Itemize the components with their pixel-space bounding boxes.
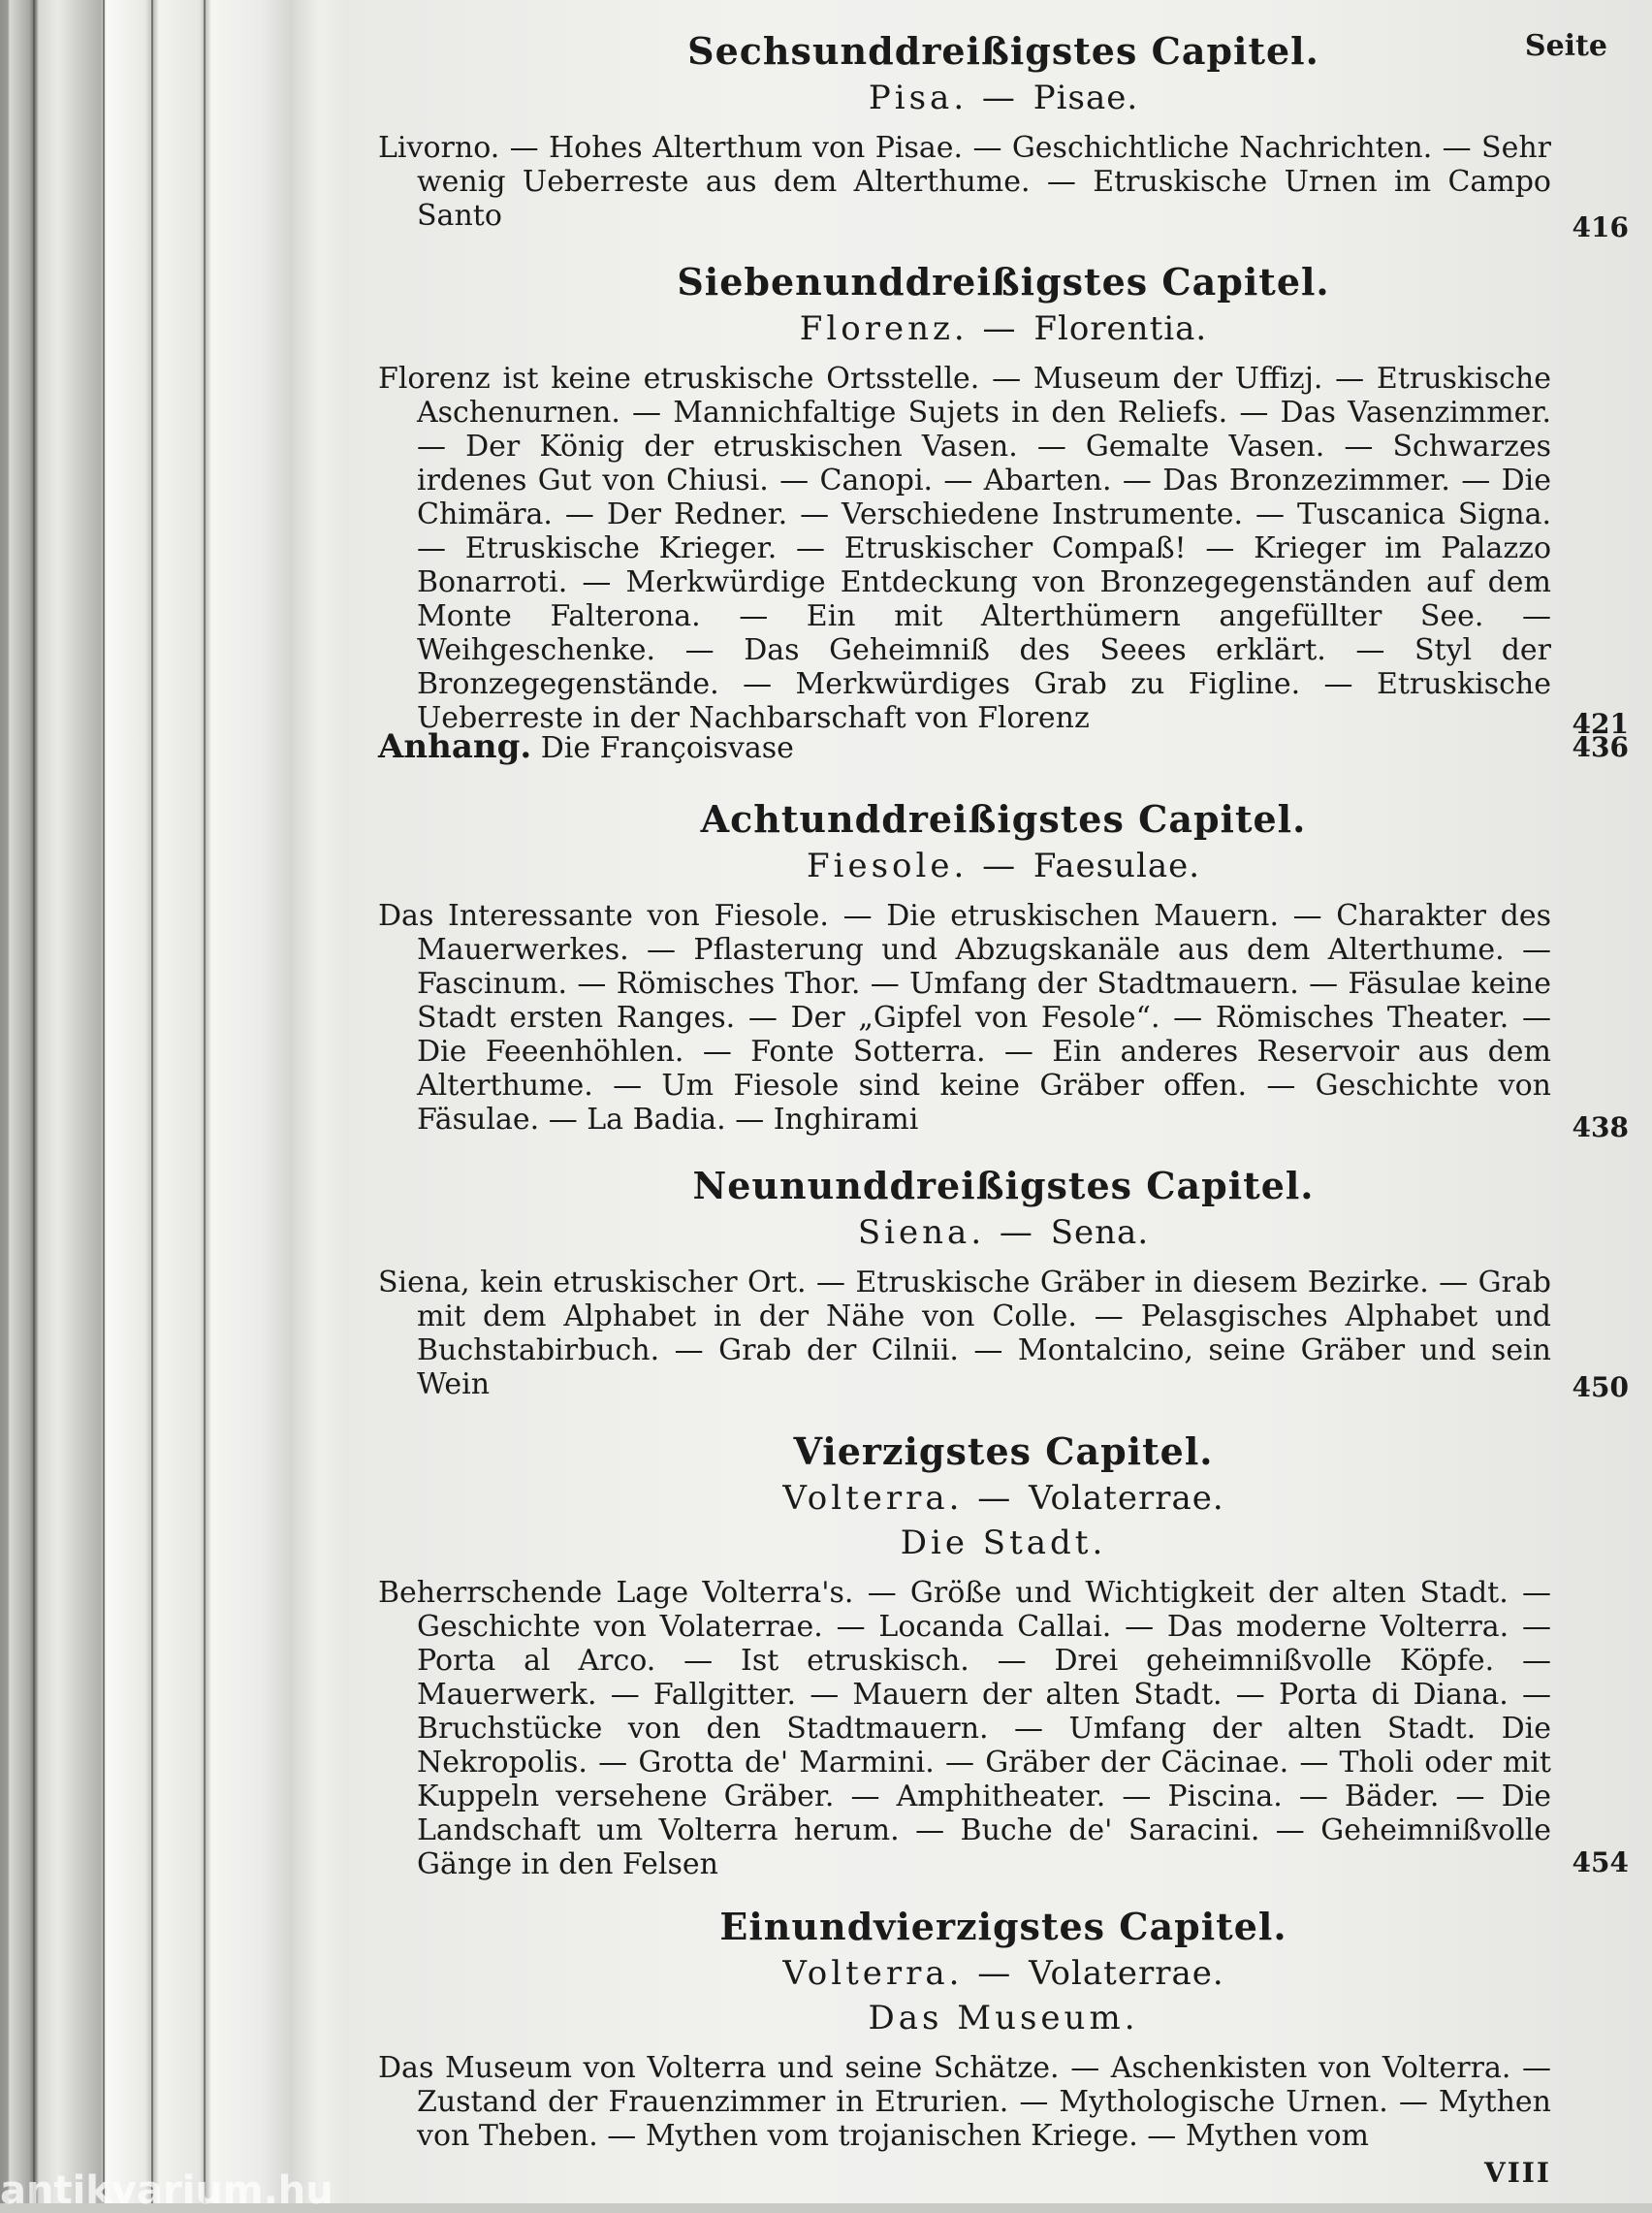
place-latin: Sena. xyxy=(1050,1213,1150,1252)
chapter-41 xyxy=(378,1905,1629,2153)
place-latin: Faesulae. xyxy=(1032,847,1201,885)
chapter-subtitle: Die Stadt. xyxy=(900,1523,1107,1562)
running-head: Seite xyxy=(1524,29,1607,63)
place-latin: Volaterrae. xyxy=(1029,1479,1224,1518)
appendix-entry xyxy=(378,727,1629,766)
chapter-title: Siebenunddreißigstes Capitel. xyxy=(677,260,1330,304)
chapter-place: Volterra. — Volaterrae. xyxy=(782,1954,1224,1993)
appendix-label: Anhang. xyxy=(378,727,532,766)
page-number: 416 xyxy=(1572,211,1629,243)
chapter-36 xyxy=(378,29,1629,243)
page-number: 450 xyxy=(1572,1371,1629,1403)
place-name: Volterra. xyxy=(782,1479,964,1518)
chapter-39 xyxy=(378,1164,1629,1401)
page-footer-signature: VIII xyxy=(1483,2157,1551,2189)
chapter-title: Achtunddreißigstes Capitel. xyxy=(700,797,1307,841)
place-name: Volterra. xyxy=(782,1954,964,1993)
chapter-title: Vierzigstes Capitel. xyxy=(793,1429,1214,1473)
place-latin: Florentia. xyxy=(1033,309,1208,348)
page-number: 438 xyxy=(1572,1111,1629,1143)
place-name: Fiesole. xyxy=(806,847,969,885)
page-number: 436 xyxy=(1572,731,1629,763)
place-name: Siena. xyxy=(857,1213,986,1252)
chapter-title: Neununddreißigstes Capitel. xyxy=(692,1164,1315,1207)
chapter-place: Siena. — Sena. xyxy=(857,1213,1150,1252)
page-leaf-edge xyxy=(204,0,206,2203)
chapter-title: Sechsunddreißigstes Capitel. xyxy=(687,29,1319,73)
chapter-place: Florenz. — Florentia. xyxy=(799,309,1208,348)
appendix-text: Die Françoisvase xyxy=(540,731,794,765)
table-of-contents xyxy=(378,0,1629,2203)
watermark: antikvarium.hu xyxy=(0,2168,334,2213)
chapter-place: Pisa. — Pisae. xyxy=(868,79,1139,117)
chapter-summary: Florenz ist keine etruskische Ortsstelle. — Museum der Uffizj. — Etruskische Aschenurnen. — Mannichfaltige Sujets in den Reliefs. — Das Vasenzimmer. — Der König der etruskischen Vasen. — Gemalte Vasen. — Schwarzes irdenes Gut von Chiusi. — Canopi. — Abarten. — Das Bronzezimmer. — Die Chimära. — Der Redner. — Verschiedene Instrumente. — Tuscanica Signa. — Etruskische Krieger. — Etruskischer Compaß! — Krieger im Palazzo Bonarroti. — Merkwürdige Entdeckung von Bronzegegenständen auf dem Monte Falterona. — Ein mit Alterthümern angefüllter See. — Weihgeschenke. — Das Geheimniß des Seees erklärt. — Styl der Bronzegegenstände. — Merkwürdiges Grab zu Figline. — Etruskische Ueberreste in der Nachbarschaft von Florenz xyxy=(378,362,1551,735)
page-leaf-edge xyxy=(33,0,35,2203)
place-name: Florenz. xyxy=(799,309,969,348)
place-latin: Pisae. xyxy=(1032,79,1139,117)
chapter-summary: Beherrschende Lage Volterra's. — Größe und Wichtigkeit der alten Stadt. — Geschichte von Volaterrae. — Locanda Callai. — Das moderne Volterra. — Porta al Arco. — Ist etruskisch. — Drei geheimnißvolle Köpfe. — Mauerwerk. — Fallgitter. — Mauern der alten Stadt. — Porta di Diana. — Bruchstücke von den Stadtmauern. — Umfang der alten Stadt. Die Nekropolis. — Grotta de' Marmini. — Gräber der Cäcinae. — Tholi oder mit Kuppeln versehene Gräber. — Amphitheater. — Piscina. — Bäder. — Die Landschaft um Volterra herum. — Buche de' Saracini. — Geheimnißvolle Gänge in den Felsen xyxy=(378,1576,1551,1881)
chapter-37 xyxy=(378,260,1629,740)
place-latin: Volaterrae. xyxy=(1029,1954,1224,1993)
page-leaf-edge xyxy=(103,0,105,2203)
chapter-38 xyxy=(378,797,1629,1143)
place-name: Pisa. xyxy=(868,79,969,117)
chapter-summary: Das Museum von Volterra und seine Schätze. — Aschenkisten von Volterra. — Zustand der Frauenzimmer in Etrurien. — Mythologische Urnen. — Mythen von Theben. — Mythen vom trojanischen Kriege. — Mythen vom xyxy=(378,2051,1551,2153)
page-number: 454 xyxy=(1572,1846,1629,1878)
page-number: 421 xyxy=(1572,708,1629,740)
chapter-summary: Siena, kein etruskischer Ort. — Etruskische Gräber in diesem Bezirke. — Grab mit dem Alphabet in der Nähe von Colle. — Pelasgisches Alphabet und Buchstabirbuch. — Grab der Cilnii. — Montalcino, seine Gräber und sein Wein xyxy=(378,1266,1551,1401)
book-page-edges xyxy=(0,0,368,2203)
chapter-title: Einundvierzigstes Capitel. xyxy=(719,1905,1287,1948)
chapter-place: Volterra. — Volaterrae. xyxy=(782,1479,1224,1518)
chapter-40 xyxy=(378,1429,1629,1881)
chapter-subtitle: Das Museum. xyxy=(868,1999,1139,2037)
chapter-summary: Livorno. — Hohes Alterthum von Pisae. — Geschichtliche Nachrichten. — Sehr wenig Ueberreste aus dem Alterthume. — Etruskische Urnen im Campo Santo xyxy=(378,131,1551,233)
page-leaf-edge xyxy=(151,0,153,2203)
chapter-place: Fiesole. — Faesulae. xyxy=(806,847,1201,885)
chapter-summary: Das Interessante von Fiesole. — Die etruskischen Mauern. — Charakter des Mauerwerkes. — Pflasterung und Abzugskanäle aus dem Alterthume. — Fascinum. — Römisches Thor. — Umfang der Stadtmauern. — Fäsulae keine Stadt ersten Ranges. — Der „Gipfel von Fesole“. — Römisches Theater. — Die Feeenhöhlen. — Fonte Sotterra. — Ein anderes Reservoir aus dem Alterthume. — Um Fiesole sind keine Gräber offen. — Geschichte von Fäsulae. — La Badia. — Inghirami xyxy=(378,899,1551,1137)
